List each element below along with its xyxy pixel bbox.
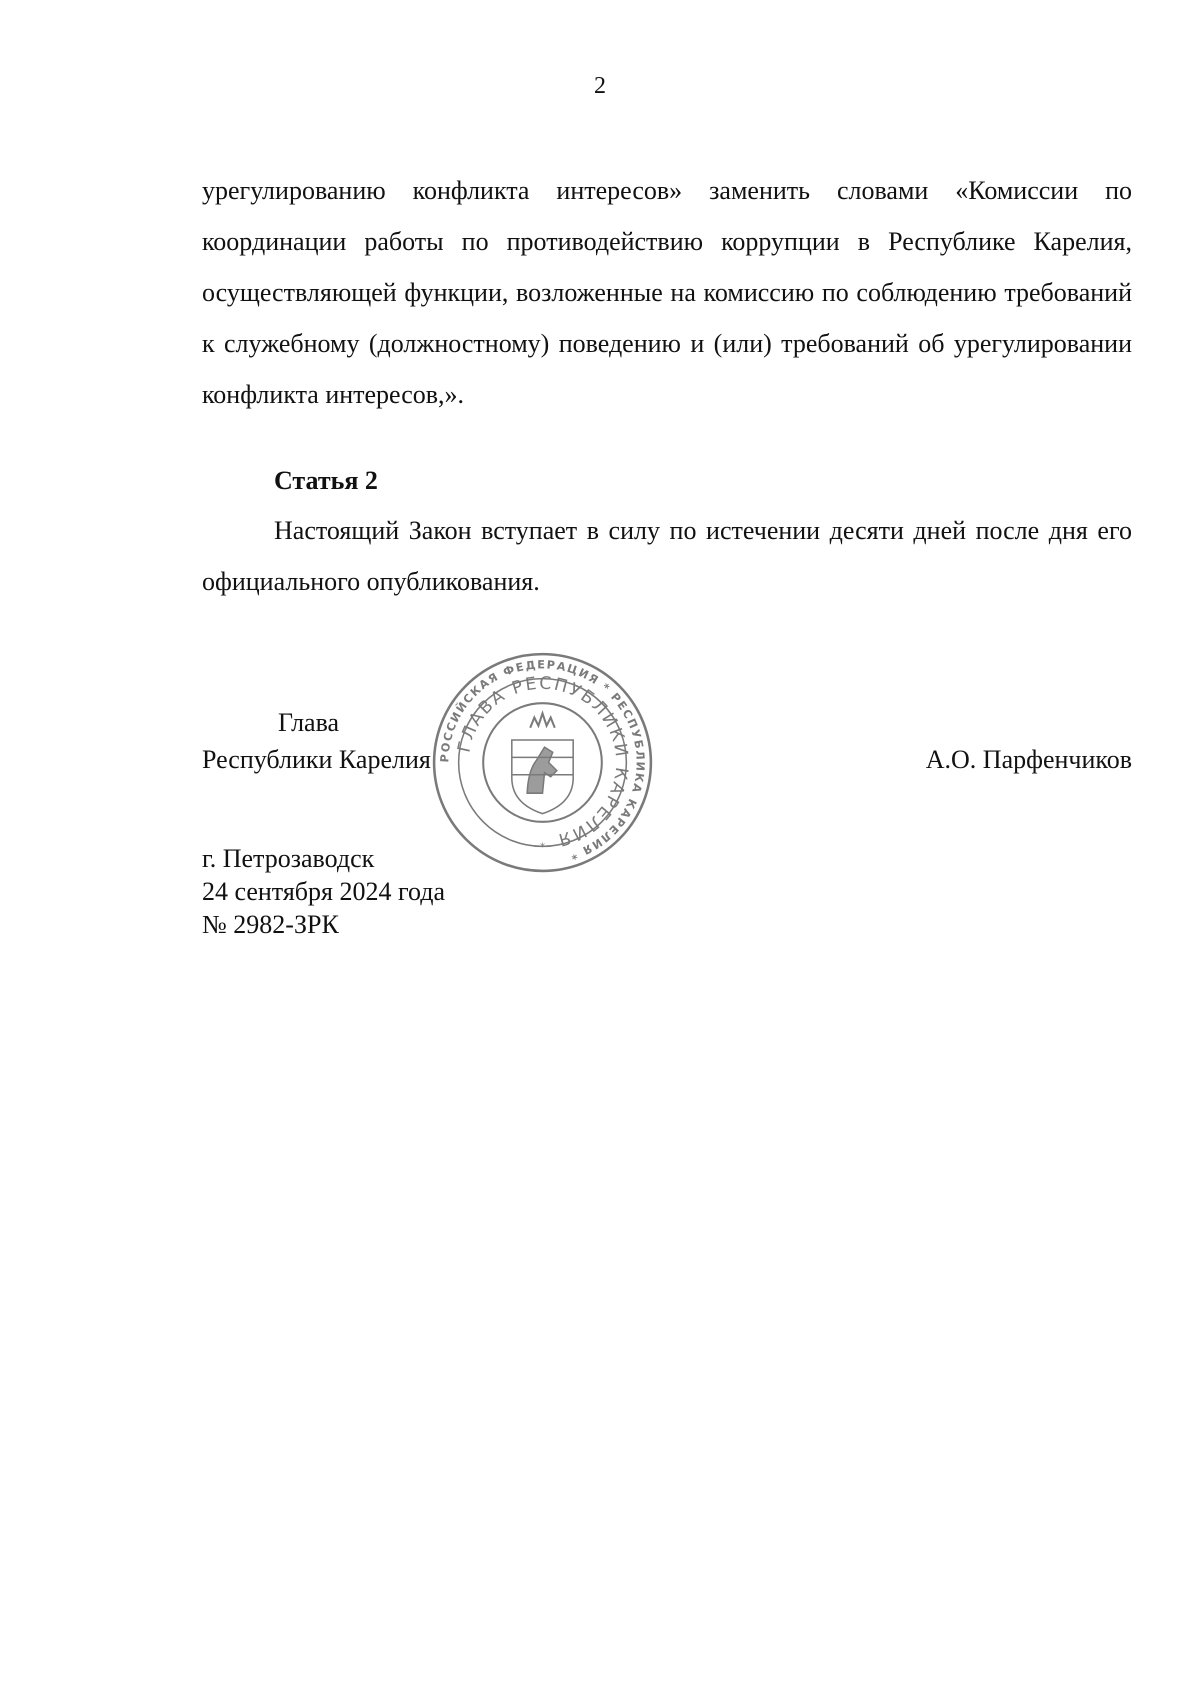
signatory-title: Глава: [278, 708, 340, 737]
signing-place: г. Петрозаводск: [202, 844, 375, 873]
signatory-name: А.О. Парфенчиков: [925, 745, 1132, 774]
seal-inner-text: ГЛАВА РЕСПУБЛИКИ КАРЕЛИЯ: [454, 673, 632, 850]
signatory-organization: Республики Карелия: [202, 745, 431, 774]
amendment-paragraph: урегулированию конфликта интересов» заменить словами «Комиссии по координации работы по противодействию коррупции в Республике Карелия, осуществляющей функции, возложенные на комиссию по соблюдению требований к служебному (должностному) поведению и (или) требований об урегулировании конфликта интересов,».: [202, 176, 1132, 409]
article-2-heading: Статья 2: [274, 466, 378, 495]
page-number: 2: [594, 73, 606, 99]
coat-of-arms-icon: [512, 713, 573, 813]
seal-outer-text: РОССИЙСКАЯ ФЕДЕРАЦИЯ * РЕСПУБЛИКА КАРЕЛИЯ *: [438, 658, 647, 863]
signing-date: 24 сентября 2024 года: [202, 877, 446, 906]
law-number: № 2982-ЗРК: [202, 910, 339, 939]
article-2-text: Настоящий Закон вступает в силу по истечении десяти дней после дня его официального опубликования.: [202, 516, 1132, 596]
official-seal: [430, 650, 655, 875]
seal-star-icon: *: [539, 842, 546, 854]
